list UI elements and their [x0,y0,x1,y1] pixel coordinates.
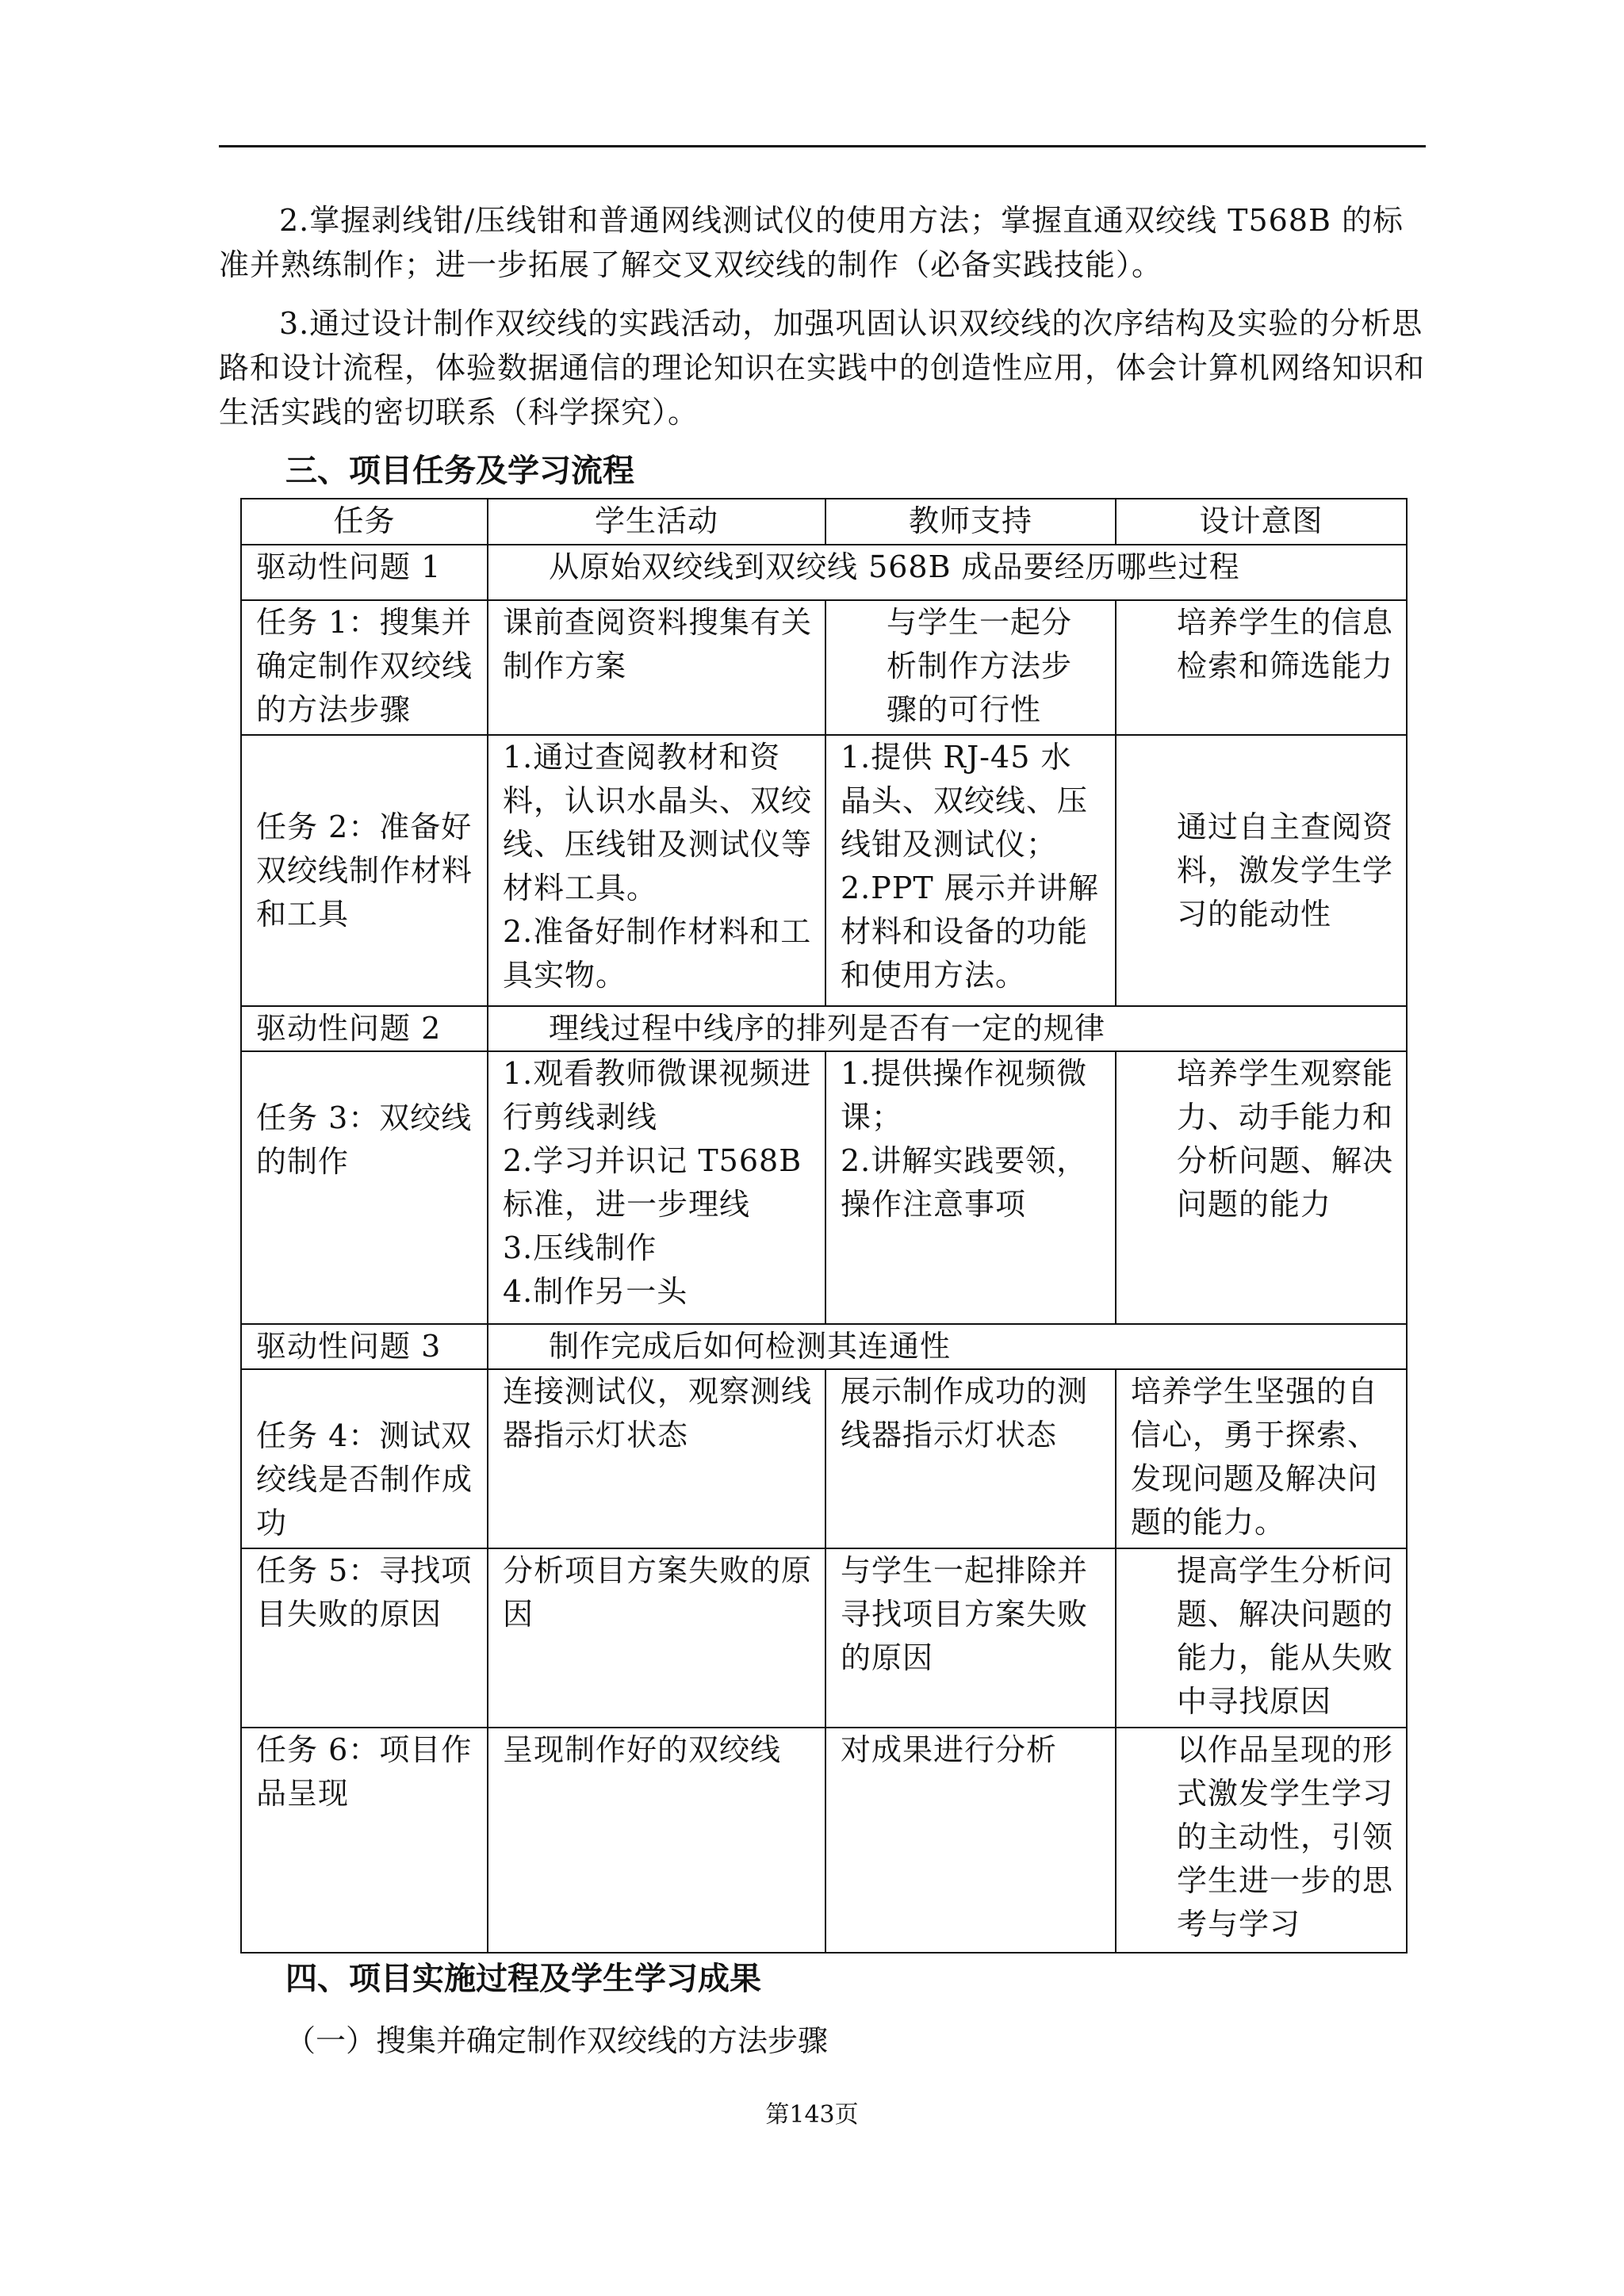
design-intent-cell: 培养学生坚强的自信心，勇于探索、发现问题及解决问题的能力。 [1116,1369,1407,1548]
table-row [241,1051,1407,1324]
objective-2-text: 2.掌握剥线钳/压线钳和普通网线测试仪的使用方法；掌握直通双绞线 T568B 的标准并熟练制作；进一步拓展了解交叉双绞线的制作（必备实践技能）。 [219,203,1404,282]
task-cell: 任务 2：准备好双绞线制作材料和工具 [241,735,488,1006]
teacher-support-cell: 对成果进行分析 [825,1728,1116,1953]
task-cell: 任务 3：双绞线的制作 [241,1051,488,1324]
teacher-support-cell [825,1051,1116,1324]
driving-question-text: 从原始双绞线到双绞线 568B 成品要经历哪些过程 [488,545,1407,600]
driving-question-label: 驱动性问题 1 [241,545,488,600]
section-3-title: 三、项目任务及学习流程 [285,453,634,489]
objective-3-text: 3.通过设计制作双绞线的实践活动，加强巩固认识双绞线的次序结构及实验的分析思路和设计流程，体验数据通信的理论知识在实践中的创造性应用，体会计算机网络知识和生活实践的密切联系（科学探究）。 [219,306,1426,430]
teacher-support-item: 1.提供 RJ-45 水晶头、双绞线、压线钳及测试仪； [841,740,1089,862]
student-activity-item: 3.压线制作 [503,1230,657,1265]
design-intent-cell: 提高学生分析问题、解决问题的能力，能从失败中寻找原因 [1116,1548,1407,1728]
driving-question-text: 制作完成后如何检测其连通性 [488,1324,1407,1369]
objective-3 [219,301,1426,434]
header-teacher-support: 教师支持 [825,499,1116,545]
design-intent-cell: 通过自主查阅资料，激发学生学习的能动性 [1116,735,1407,1006]
teacher-support-cell [825,735,1116,1006]
student-activity-item: 1.观看教师微课视频进行剪线剥线 [503,1056,812,1135]
design-intent-cell: 培养学生观察能力、动手能力和分析问题、解决问题的能力 [1116,1051,1407,1324]
header-task: 任务 [241,499,488,545]
student-activity-cell [488,735,825,1006]
header-student-activity: 学生活动 [488,499,825,545]
student-activity-cell: 课前查阅资料搜集有关制作方案 [488,600,825,735]
student-activity-item: 1.通过查阅教材和资料，认识水晶头、双绞线、压线钳及测试仪等材料工具。 [503,740,813,905]
table-row [241,1369,1407,1548]
teacher-support-item: 2.PPT 展示并讲解材料和设备的功能和使用方法。 [841,871,1099,993]
design-intent-cell: 以作品呈现的形式激发学生学习的主动性，引领学生进一步的思考与学习 [1116,1728,1407,1953]
objective-2 [219,198,1426,287]
section-4-title: 四、项目实施过程及学生学习成果 [285,1961,761,1997]
header-design-intent: 设计意图 [1116,499,1407,545]
task-cell: 任务 6：项目作品呈现 [241,1728,488,1953]
task-flow-table [240,498,1408,1954]
teacher-support-cell: 展示制作成功的测线器指示灯状态 [825,1369,1116,1548]
table-row [241,1728,1407,1953]
student-activity-item: 4.制作另一头 [503,1274,688,1309]
teacher-support-item: 2.讲解实践要领，操作注意事项 [841,1143,1088,1222]
student-activity-item: 2.学习并识记 T568B 标准，进一步理线 [503,1143,802,1222]
task-cell: 任务 1：搜集并确定制作双绞线的方法步骤 [241,600,488,735]
driving-question-label: 驱动性问题 2 [241,1006,488,1051]
student-activity-item: 2.准备好制作材料和工具实物。 [503,914,812,993]
student-activity-cell: 分析项目方案失败的原因 [488,1548,825,1728]
header-rule [219,145,1426,147]
table-row [241,600,1407,735]
table-row [241,735,1407,1006]
page-number: 第143页 [765,2101,859,2129]
table-header-row [241,499,1407,545]
driving-question-row-1 [241,545,1407,600]
task-cell: 任务 5：寻找项目失败的原因 [241,1548,488,1728]
teacher-support-cell: 与学生一起排除并寻找项目方案失败的原因 [825,1548,1116,1728]
driving-question-text: 理线过程中线序的排列是否有一定的规律 [488,1006,1407,1051]
driving-question-row-3 [241,1324,1407,1369]
driving-question-label: 驱动性问题 3 [241,1324,488,1369]
driving-question-row-2 [241,1006,1407,1051]
task-cell: 任务 4：测试双绞线是否制作成功 [241,1369,488,1548]
student-activity-cell: 呈现制作好的双绞线 [488,1728,825,1953]
design-intent-cell: 培养学生的信息检索和筛选能力 [1116,600,1407,735]
table-row [241,1548,1407,1728]
subsection-1-title: （一）搜集并确定制作双绞线的方法步骤 [285,2023,829,2058]
teacher-support-cell: 与学生一起分析制作方法步骤的可行性 [825,600,1116,735]
teacher-support-item: 1.提供操作视频微课； [841,1056,1088,1135]
student-activity-cell [488,1051,825,1324]
student-activity-cell: 连接测试仪，观察测线器指示灯状态 [488,1369,825,1548]
